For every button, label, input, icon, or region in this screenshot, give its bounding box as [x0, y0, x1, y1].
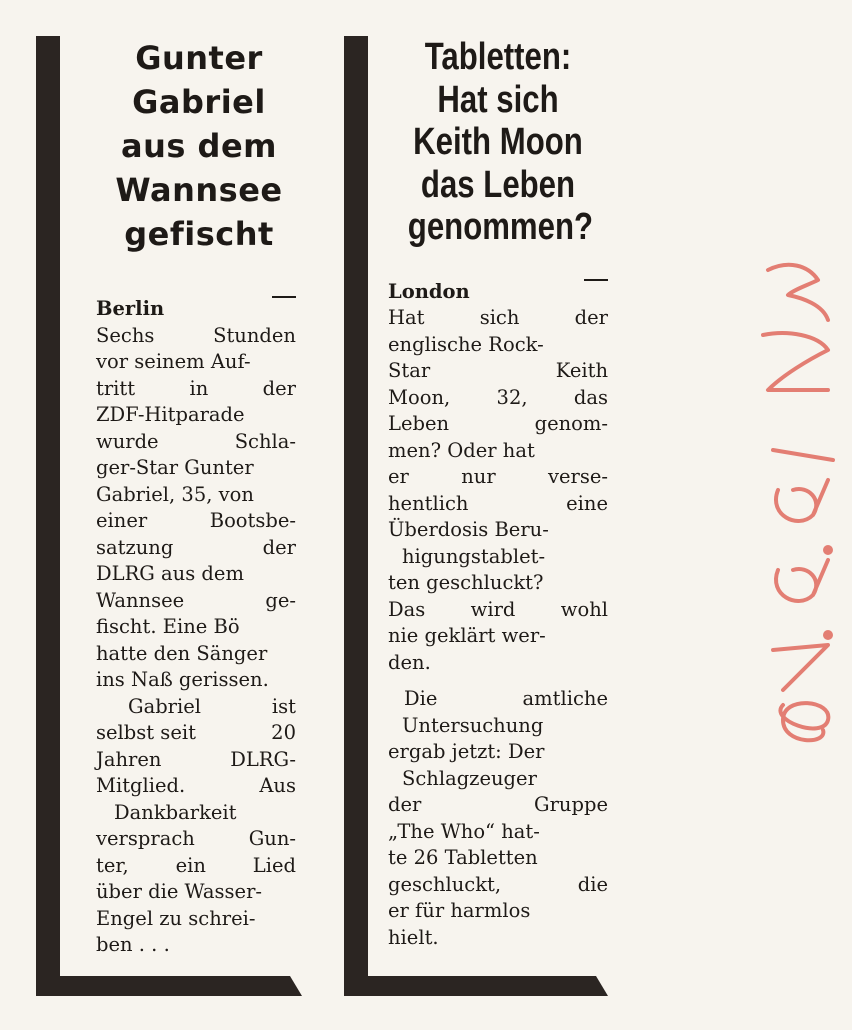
text-fragment: Mitglied.	[96, 774, 186, 797]
text-fragment: in	[189, 376, 209, 400]
paragraph	[388, 305, 608, 676]
text-fragment: ZDF-Hitparade	[96, 403, 245, 426]
text-fragment: 32,	[496, 385, 528, 409]
text-fragment: sich	[479, 306, 520, 329]
text-fragment: amtliche	[522, 687, 608, 710]
text-fragment: satzung	[96, 535, 174, 559]
headline-line: gefischt	[124, 215, 274, 253]
text-fragment: Leben	[388, 412, 450, 435]
text-fragment: nur	[461, 465, 496, 488]
text-fragment: Gruppe	[534, 793, 608, 816]
text-fragment: hentlich	[388, 491, 469, 515]
text-line	[388, 597, 608, 624]
text-fragment: Bootsbe-	[209, 509, 296, 532]
text-line	[96, 349, 296, 376]
text-line	[96, 376, 296, 403]
text-line	[388, 739, 608, 766]
article-content	[96, 36, 302, 976]
text-fragment: Gabriel	[128, 694, 202, 718]
text-line	[96, 455, 296, 482]
text-fragment: der	[388, 793, 422, 816]
article-content	[388, 36, 608, 976]
headline-line: aus dem	[120, 127, 277, 165]
text-line	[96, 323, 296, 350]
headline-line: das Leben	[420, 163, 576, 206]
text-fragment: Wannsee	[96, 588, 185, 612]
text-line	[388, 819, 608, 846]
headline-line: Gunter	[135, 39, 263, 77]
text-fragment: Stunden	[213, 323, 296, 347]
text-line	[388, 385, 608, 412]
text-fragment: Gun-	[248, 827, 296, 850]
headline-line: Keith Moon	[413, 121, 583, 163]
text-line	[388, 925, 608, 952]
text-line	[96, 879, 296, 906]
text-fragment: das	[573, 385, 608, 409]
text-line	[388, 332, 608, 359]
text-fragment: der	[262, 376, 296, 400]
headline	[96, 36, 302, 256]
text-line	[388, 686, 608, 713]
text-fragment: Untersuchung	[402, 713, 544, 737]
text-fragment: higungstablet-	[402, 544, 546, 568]
text-fragment: nie geklärt wer-	[388, 624, 546, 647]
text-fragment: ten geschluckt?	[388, 571, 544, 594]
headline	[407, 36, 594, 249]
text-fragment: Sechs	[96, 323, 155, 347]
text-fragment: fischt. Eine Bö	[96, 615, 240, 638]
text-fragment: ger-Star Gunter	[96, 456, 254, 479]
text-fragment: über die Wasser-	[96, 880, 262, 903]
article-bottom-rule	[36, 976, 302, 996]
dateline-text: Berlin	[96, 297, 165, 320]
text-fragment: Engel zu schrei-	[96, 906, 256, 930]
text-line	[96, 826, 296, 853]
text-line	[388, 872, 608, 899]
text-fragment: wird	[470, 597, 516, 621]
text-fragment: englische Rock-	[388, 332, 544, 356]
text-fragment: geschluckt,	[388, 872, 502, 896]
headline-line: genommen?	[407, 206, 594, 248]
text-fragment: Keith	[555, 359, 608, 382]
text-fragment: die	[577, 872, 608, 896]
text-line	[388, 544, 608, 571]
text-line	[96, 853, 296, 880]
article-left-rule	[36, 36, 60, 996]
text-line	[388, 570, 608, 597]
handwritten-date-drawing	[728, 250, 852, 750]
article-body	[96, 296, 296, 959]
text-fragment: Überdosis Beru-	[388, 518, 549, 541]
text-fragment: genom-	[534, 412, 608, 435]
text-line	[388, 623, 608, 650]
dateline	[388, 279, 608, 306]
text-fragment: vor seinem Auf-	[96, 350, 251, 373]
text-fragment: ter,	[96, 853, 129, 877]
text-line	[96, 720, 296, 747]
text-line	[388, 517, 608, 544]
text-line	[388, 766, 608, 793]
text-line	[96, 667, 296, 694]
text-line	[96, 535, 296, 562]
text-fragment: 20	[271, 721, 296, 744]
text-fragment: ergab jetzt: Der	[388, 740, 545, 763]
text-fragment: hatte den Sänger	[96, 641, 268, 665]
text-line	[96, 508, 296, 535]
text-line	[388, 713, 608, 740]
text-line	[96, 773, 296, 800]
headline-line: Gabriel	[132, 83, 266, 121]
text-fragment: den.	[388, 650, 431, 674]
text-line	[388, 491, 608, 518]
paragraph	[388, 686, 608, 951]
text-line	[388, 898, 608, 925]
headline-line: Wannsee	[115, 171, 283, 209]
text-line	[388, 650, 608, 677]
text-line	[96, 614, 296, 641]
text-fragment: Die	[404, 687, 438, 710]
text-fragment: men? Oder hat	[388, 438, 535, 462]
article-bottom-rule	[344, 976, 608, 996]
dateline	[96, 296, 296, 323]
dateline-text: London	[388, 279, 470, 303]
text-fragment: ge-	[265, 588, 296, 612]
text-fragment: ein	[175, 853, 206, 877]
text-fragment: Dankbarkeit	[114, 800, 237, 824]
text-fragment: Schlagzeuger	[402, 766, 537, 790]
text-line	[96, 641, 296, 668]
text-fragment: eine	[566, 491, 608, 515]
text-fragment: wurde	[96, 429, 159, 453]
text-fragment: Das	[388, 597, 426, 621]
headline-line: Tabletten:	[424, 36, 572, 78]
text-fragment: wohl	[560, 597, 608, 621]
text-fragment: ben . . .	[96, 933, 170, 956]
text-fragment: Hat	[388, 306, 425, 329]
dateline-dash	[272, 296, 296, 298]
text-fragment: tritt	[96, 376, 136, 400]
text-fragment: der	[262, 535, 296, 559]
text-fragment: Lied	[252, 853, 296, 877]
text-fragment: „The Who“ hat-	[388, 819, 540, 843]
text-fragment: Schla-	[234, 429, 296, 453]
article-keith-moon	[344, 36, 608, 996]
text-line	[388, 845, 608, 872]
text-line	[388, 305, 608, 332]
text-line	[96, 561, 296, 588]
text-fragment: DLRG-	[230, 747, 296, 771]
text-fragment: Star	[388, 359, 431, 382]
article-body	[388, 279, 608, 952]
text-line	[96, 429, 296, 456]
text-fragment: er für harmlos	[388, 899, 531, 922]
text-fragment: einer	[96, 509, 148, 532]
text-line	[96, 402, 296, 429]
text-fragment: te 26 Tabletten	[388, 846, 538, 869]
text-line	[388, 358, 608, 385]
text-fragment: Moon,	[388, 385, 451, 409]
paragraph	[96, 323, 296, 959]
text-line	[96, 906, 296, 933]
text-line	[96, 694, 296, 721]
text-fragment: Aus	[259, 774, 296, 797]
text-line	[96, 482, 296, 509]
text-line	[388, 411, 608, 438]
text-fragment: DLRG aus dem	[96, 562, 244, 585]
text-fragment: selbst seit	[96, 721, 196, 744]
text-fragment: ins Naß gerissen.	[96, 668, 269, 691]
text-fragment: versprach	[96, 827, 195, 850]
article-gunter-gabriel	[36, 36, 302, 996]
text-line	[388, 438, 608, 465]
dateline-dash	[584, 279, 608, 281]
text-line	[96, 800, 296, 827]
article-left-rule	[344, 36, 368, 996]
text-line	[96, 588, 296, 615]
text-line	[96, 932, 296, 959]
text-line	[96, 747, 296, 774]
handwritten-date-annotation	[728, 250, 852, 750]
text-line	[388, 464, 608, 491]
text-fragment: ist	[271, 694, 296, 718]
text-line	[388, 792, 608, 819]
text-fragment: Jahren	[96, 747, 162, 771]
text-fragment: der	[574, 306, 608, 329]
text-fragment: Gabriel, 35, von	[96, 482, 254, 506]
text-fragment: er	[388, 465, 409, 488]
text-fragment: verse-	[547, 465, 608, 488]
text-fragment: hielt.	[388, 925, 439, 949]
headline-line: Hat sich	[437, 78, 559, 121]
